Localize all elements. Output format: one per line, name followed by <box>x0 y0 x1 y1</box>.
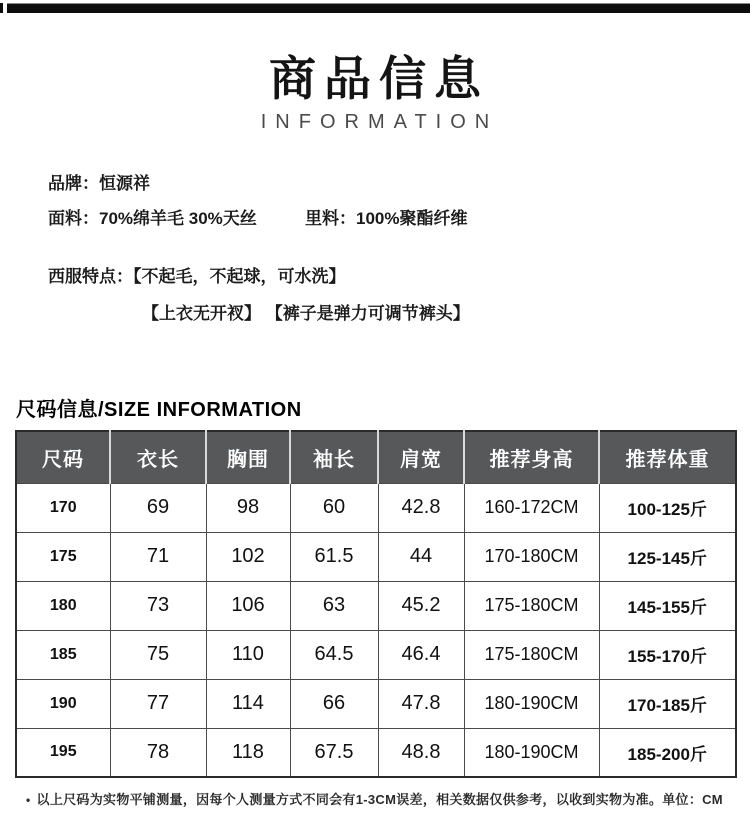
col-header-length: 衣长 <box>110 431 206 483</box>
cell-chest: 110 <box>206 630 290 679</box>
brand-label: 品牌： <box>48 174 99 193</box>
table-header-row <box>16 431 736 483</box>
cell-weight: 170-185斤 <box>599 679 736 728</box>
table-row <box>16 679 736 728</box>
cell-size: 190 <box>16 679 110 728</box>
fabric-label: 面料： <box>48 209 99 228</box>
brand-line <box>48 169 150 194</box>
cell-sleeve: 67.5 <box>290 728 378 777</box>
size-chart-table <box>15 430 737 778</box>
cell-shoulder: 48.8 <box>378 728 464 777</box>
fabric-line <box>48 204 257 229</box>
cell-chest: 114 <box>206 679 290 728</box>
brand-value: 恒源祥 <box>99 174 150 193</box>
cell-length: 77 <box>110 679 206 728</box>
features-label: 西服特点： <box>48 267 133 286</box>
cell-sleeve: 63 <box>290 581 378 630</box>
cell-height: 160-172CM <box>464 483 599 532</box>
cell-size: 175 <box>16 532 110 581</box>
page-subtitle: INFORMATION <box>260 111 499 133</box>
cell-chest: 102 <box>206 532 290 581</box>
cell-sleeve: 66 <box>290 679 378 728</box>
cell-size: 170 <box>16 483 110 532</box>
cell-shoulder: 46.4 <box>378 630 464 679</box>
cell-weight: 145-155斤 <box>599 581 736 630</box>
cell-length: 75 <box>110 630 206 679</box>
table-row <box>16 728 736 777</box>
cell-weight: 100-125斤 <box>599 483 736 532</box>
table-row <box>16 483 736 532</box>
top-accent-tick <box>0 3 3 13</box>
cell-height: 180-190CM <box>464 679 599 728</box>
cell-length: 78 <box>110 728 206 777</box>
lining-label: 里料： <box>305 209 356 228</box>
table-row <box>16 630 736 679</box>
table-row <box>16 581 736 630</box>
measurement-disclaimer <box>26 789 723 808</box>
cell-weight: 155-170斤 <box>599 630 736 679</box>
cell-height: 175-180CM <box>464 630 599 679</box>
col-header-size: 尺码 <box>16 431 110 483</box>
cell-shoulder: 47.8 <box>378 679 464 728</box>
cell-length: 69 <box>110 483 206 532</box>
lining-line <box>305 204 467 229</box>
cell-length: 71 <box>110 532 206 581</box>
col-header-height: 推荐身高 <box>464 431 599 483</box>
cell-shoulder: 44 <box>378 532 464 581</box>
features-line <box>48 262 346 287</box>
cell-weight: 125-145斤 <box>599 532 736 581</box>
cell-height: 180-190CM <box>464 728 599 777</box>
cell-height: 175-180CM <box>464 581 599 630</box>
cell-sleeve: 61.5 <box>290 532 378 581</box>
cell-chest: 98 <box>206 483 290 532</box>
lining-value: 100%聚酯纤维 <box>356 209 468 228</box>
cell-size: 195 <box>16 728 110 777</box>
cell-height: 170-180CM <box>464 532 599 581</box>
cell-shoulder: 45.2 <box>378 581 464 630</box>
cell-size: 185 <box>16 630 110 679</box>
col-header-chest: 胸围 <box>206 431 290 483</box>
disclaimer-text: 以上尺码为实物平铺测量，因每个人测量方式不同会有1-3CM误差，相关数据仅供参考，以收到实物为准。单位：CM <box>36 792 723 807</box>
size-section-title: 尺码信息/SIZE INFORMATION <box>16 399 302 421</box>
features-value: 【不起毛，不起球，可水洗】 <box>133 267 346 286</box>
page-title: 商品信息 <box>269 52 489 105</box>
fabric-value: 70%绵羊毛 30%天丝 <box>99 209 257 228</box>
col-header-shoulder: 肩宽 <box>378 431 464 483</box>
bullet-icon: • <box>26 793 31 807</box>
cell-length: 73 <box>110 581 206 630</box>
cell-chest: 118 <box>206 728 290 777</box>
cell-weight: 185-200斤 <box>599 728 736 777</box>
cell-chest: 106 <box>206 581 290 630</box>
table-row <box>16 532 736 581</box>
col-header-weight: 推荐体重 <box>599 431 736 483</box>
cell-shoulder: 42.8 <box>378 483 464 532</box>
features-line-2: 【上衣无开衩】 【裤子是弹力可调节裤头】 <box>142 304 470 323</box>
col-header-sleeve: 袖长 <box>290 431 378 483</box>
cell-sleeve: 60 <box>290 483 378 532</box>
cell-sleeve: 64.5 <box>290 630 378 679</box>
top-accent-bar <box>7 3 750 13</box>
cell-size: 180 <box>16 581 110 630</box>
